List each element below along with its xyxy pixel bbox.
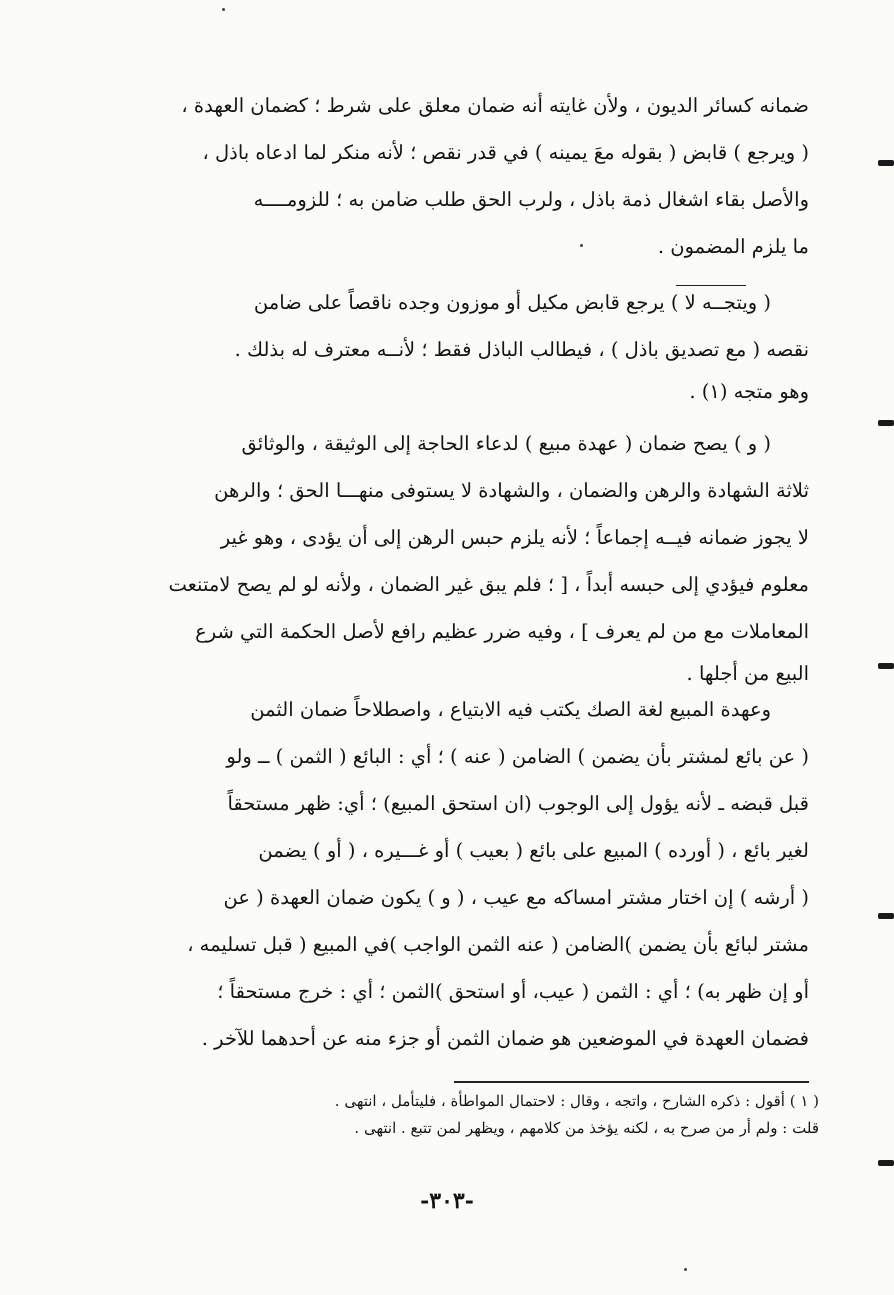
text-line: المعاملات مع من لم يعرف ] ، وفيه ضرر عظيم رافع لأصل الحكمة التي شرع — [195, 620, 809, 643]
scan-speck — [580, 244, 583, 247]
text-line: لغير بائع ، ( أورده ) المبيع على بائع ( بعيب ) أو غـــيره ، ( أو ) يضمن — [258, 839, 809, 862]
text-line: ثلاثة الشهادة والرهن والضمان ، والشهادة لا يستوفى منهـــا الحق ؛ والرهن — [214, 479, 809, 502]
margin-mark — [878, 420, 894, 426]
text-line: ( ويرجع ) قابض ( بقوله معَ يمينه ) في قدر نقص ؛ لأنه منكر لما ادعاه باذل ، — [202, 141, 809, 164]
paragraph-4 — [119, 686, 809, 1062]
text-line: ( و ) يصح ضمان ( عهدة مبيع ) لدعاء الحاجة إلى الوثيقة ، والوثائق — [241, 432, 771, 455]
text-line: معلوم فيؤدي إلى حبسه أبداً ، [ ؛ فلم يبق غير الضمان ، ولأنه لو لم يصح لامتنعت — [168, 573, 809, 596]
scan-speck — [684, 1268, 687, 1271]
paragraph-1 — [119, 82, 809, 270]
text-line: ( أرشه ) إن اختار مشتر امساكه مع عيب ، ( و ) يكون ضمان العهدة ( عن — [223, 886, 809, 909]
text-line: فضمان العهدة في الموضعين هو ضمان الثمن أو جزء منه عن أحدهما للآخر . — [201, 1027, 809, 1050]
text-line: والأصل بقاء اشغال ذمة باذل ، ولرب الحق طلب ضامن به ؛ للزومــــه — [253, 188, 809, 211]
text-line: نقصه ( مع تصديق باذل ) ، فيطالب الباذل فقط ؛ لأنــه معترف له بذلك . — [234, 338, 809, 361]
margin-mark — [878, 663, 894, 669]
paragraph-3 — [119, 420, 809, 693]
margin-mark — [878, 160, 894, 166]
page-number: -٣٠٣- — [420, 1188, 474, 1214]
paragraph-2 — [119, 279, 809, 411]
text-line: أو إن ظهر به) ؛ أي : الثمن ( عيب، أو استحق )الثمن ؛ أي : خرج مستحقاً ؛ — [217, 980, 809, 1003]
text-line: لا يجوز ضمانه فيــه إجماعاً ؛ لأنه يلزم حبس الرهن إلى أن يؤدى ، وهو غير — [220, 526, 809, 549]
footnotes — [119, 1088, 819, 1142]
footnote-line: ( ١ ) أقول : ذكره الشارح ، واتجه ، وقال : لاحتمال المواطأة ، فليتأمل ، انتهى . — [334, 1092, 819, 1110]
text-line: ما يلزم المضمون . — [657, 235, 809, 258]
text-line: وعهدة المبيع لغة الصك يكتب فيه الابتياع ، واصطلاحاً ضمان الثمن — [250, 698, 771, 721]
text-line: قبل قبضه ـ لأنه يؤول إلى الوجوب (ان استحق المبيع) ؛ أي: ظهر مستحقاً — [227, 792, 809, 815]
text-line: ( عن بائع لمشتر بأن يضمن ) الضامن ( عنه ) ؛ أي : البائع ( الثمن ) ــ ولو — [226, 745, 809, 768]
scan-speck — [222, 8, 225, 11]
text-line: ( ويتجــه لا ) يرجع قابض مكيل أو موزون وجده ناقصاً على ضامن — [253, 291, 771, 314]
text-line: البيع من أجلها . — [686, 662, 809, 685]
footnote-separator — [454, 1081, 809, 1083]
text-line: مشتر لبائع بأن يضمن )الضامن ( عنه الثمن الواجب )في المبيع ( قبل تسليمه ، — [187, 933, 809, 956]
margin-mark — [878, 913, 894, 919]
text-line: ضمانه كسائر الديون ، ولأن غايته أنه ضمان معلق على شرط ؛ كضمان العهدة ، — [181, 94, 809, 117]
text-line: وهو متجه (١) . — [689, 380, 809, 403]
footnote-line: قلت : ولم أر من صرح به ، لكنه يؤخذ من كلامهم ، ويظهر لمن تتبع . انتهى . — [354, 1119, 819, 1137]
margin-mark — [878, 1160, 894, 1166]
